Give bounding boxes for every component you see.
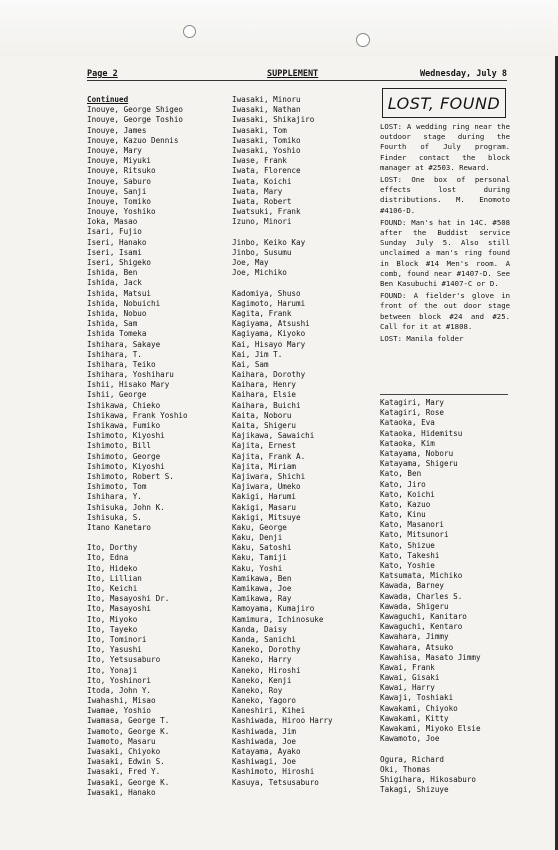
list-item: Inouye, Ritsuko <box>87 166 156 176</box>
list-item: Joe, Michiko <box>232 268 287 278</box>
list-item: Iwamoto, George K. <box>87 726 170 736</box>
list-item: Katagiri, Mary <box>380 398 445 407</box>
list-item: Ito, Tominori <box>87 634 147 644</box>
list-item: Kawahara, Jimmy <box>380 632 449 642</box>
list-item: Kaita, Noboru <box>232 410 292 420</box>
list-item: Kadomiya, Shuso <box>232 288 301 298</box>
list-item: Kato, Ben <box>380 469 422 479</box>
list-item: Kaihara, Elsie <box>232 390 297 400</box>
list-item: Jinbo, Susumu <box>232 247 292 257</box>
list-item: Kaneko, Yagoro <box>232 696 297 706</box>
list-item: Kagiyama, Atsushi <box>232 319 310 329</box>
list-item: Ishimoto, Kiyoshi <box>87 461 165 471</box>
list-item: Ishida Tomeka <box>87 329 147 339</box>
list-item: Ishii, George <box>87 390 147 400</box>
list-item: Iwasaki, Hanako <box>87 787 156 797</box>
list-item: Jinbo, Keiko Kay <box>232 237 306 247</box>
list-item: Iwata, Florence <box>232 166 301 176</box>
list-item: Iseri, Shigeko <box>87 258 152 267</box>
list-item: Iwata, Mary <box>232 186 283 196</box>
list-item: Kamimura, Ichinosuke <box>232 614 324 624</box>
list-item: Ioka, Masao <box>87 217 138 227</box>
list-item: Kajita, Frank A. <box>232 451 306 461</box>
list-item: Kaihara, Dorothy <box>232 370 306 380</box>
list-item: Kashiwada, Hiroo Harry <box>232 716 333 726</box>
list-item: Kataoka, Hidemitsu <box>380 428 463 438</box>
list-item: Iwata, Koichi <box>232 176 292 186</box>
list-item: Kawahisa, Masato Jimmy <box>380 652 481 662</box>
list-item: Kaku, Yoshi <box>232 563 283 573</box>
list-item: Iwamasa, George T. <box>87 716 170 726</box>
list-item: Kanda, Daisy <box>232 624 287 634</box>
list-item: Kaneko, Roy <box>232 685 283 695</box>
lost-found-item: LOST: Manila folder <box>380 334 464 344</box>
issue-date: Wednesday, July 8 <box>420 69 507 79</box>
list-item: Iwasaki, George K. <box>87 777 170 787</box>
list-item: Iwasaki, Fred Y. <box>87 767 161 777</box>
list-item: Kaneko, Dorothy <box>232 645 301 655</box>
list-item: Kakigi, Masaru <box>232 502 297 512</box>
list-item: Ito, Edna <box>87 553 129 563</box>
list-item: Ishimoto, Kiyoshi <box>87 431 165 441</box>
list-item: Inouye, Sanji <box>87 186 147 196</box>
list-item: Iwasaki, Minoru <box>232 95 301 104</box>
list-item: Kataoka, Kim <box>380 438 435 448</box>
list-item: Kajita, Ernest <box>232 441 297 451</box>
list-item <box>380 744 510 754</box>
list-item: Kaita, Shigeru <box>232 421 297 430</box>
lost-found-item: FOUND: Man's hat in 14C. #508 after the Buddist service Sunday July 5. Also still unclaimed a man's ring found in Block #14 Men's room. A comb, found near #1407-D. See Ben Kasubuchi #1407-C or D. <box>380 217 510 289</box>
list-item: Shigihara, Hikosaburo <box>380 774 477 784</box>
list-item: Kaihara, Buichi <box>232 400 301 410</box>
list-item: Ito, Miyoko <box>87 614 138 624</box>
list-item: Oki, Thomas <box>380 764 431 774</box>
list-item: Kai, Sam <box>232 359 269 369</box>
lost-found-item: LOST: One box of personal effects lost during distributions. M. Enomoto #4106-D. <box>380 175 510 215</box>
list-item: Iwamoto, Masaru <box>87 736 156 746</box>
list-item: Itano Kanetaro <box>87 522 152 532</box>
page-top-margin <box>0 0 558 56</box>
list-item: Iwasaki, Shikajiro <box>232 115 315 125</box>
list-item: Kato, Mitsunori <box>380 530 449 540</box>
list-item: Inouye, Tomiko <box>87 196 152 206</box>
list-item: Kawaji, Toshiaki <box>380 693 454 703</box>
list-item: Kato, Masanori <box>380 520 445 530</box>
list-item: Katayama, Shigeru <box>380 459 458 469</box>
list-item: Inouye, Mary <box>87 145 142 155</box>
list-item: Ishida, Sam <box>87 319 138 329</box>
list-item: Takagi, Shizuye <box>380 785 449 795</box>
list-item: Inouye, Yoshiko <box>87 207 156 217</box>
lost-found-item: LOST: A wedding ring near the outdoor stage during the Fourth of July program. Finder contact the block manager at #2503. Reward. <box>380 122 510 172</box>
list-item: Kato, Yoshie <box>380 561 435 570</box>
list-item: Katsumata, Michiko <box>380 571 463 581</box>
list-item: Ishida, Jack <box>87 278 142 288</box>
list-item: Ito, Keichi <box>87 584 138 593</box>
list-item: Iwase, Frank <box>232 156 287 166</box>
name-column-1 <box>87 95 229 798</box>
name-column-2 <box>232 95 376 788</box>
list-item: Kato, Koichi <box>380 489 435 499</box>
section-heading: Continued <box>87 95 129 104</box>
list-item: Kaihara, Henry <box>232 380 297 390</box>
list-item: Ishimoto, Bill <box>87 441 152 451</box>
lost-found-title: LOST, FOUND <box>387 93 501 113</box>
list-item: Kawaguchi, Kentaro <box>380 622 463 632</box>
punch-hole-left <box>183 25 196 38</box>
list-item: Ito, Lillian <box>87 573 142 583</box>
list-item: Iseri, Isami <box>87 247 142 257</box>
list-item: Ishii, Hisako Mary <box>87 380 170 390</box>
list-item: Isari, Fujio <box>87 227 142 237</box>
list-item: Kai, Hisayo Mary <box>232 339 306 349</box>
list-item: Ishihara, Y. <box>87 492 142 502</box>
list-item: Kakigi, Mitsuye <box>232 512 301 522</box>
list-item: Inouye, Kazuo Dennis <box>87 135 179 145</box>
list-item: Kawakami, Kitty <box>380 713 449 723</box>
list-item: Kagita, Frank <box>232 308 292 318</box>
list-item: Kaneko, Harry <box>232 655 292 665</box>
list-item: Ishida, Nobuo <box>87 308 147 318</box>
list-item: Kawada, Charles S. <box>380 591 463 601</box>
list-item: Kamikawa, Ben <box>232 573 292 583</box>
name-column-3 <box>380 398 510 795</box>
list-item: Kato, Shizue <box>380 540 435 550</box>
list-item: Kamikawa, Ray <box>232 594 292 604</box>
list-item: Ishihara, T. <box>87 349 142 359</box>
list-item: Ishimoto, George <box>87 451 161 461</box>
lost-found-notices <box>380 122 510 346</box>
list-item: Ishisuka, S. <box>87 512 142 522</box>
list-item: Kawakami, Miyoko Elsie <box>380 724 481 733</box>
page-number: Page 2 <box>87 69 118 79</box>
list-item: Kaku, Tamiji <box>232 553 287 563</box>
list-item: Kaneko, Hiroshi <box>232 665 301 675</box>
list-item: Kamoyama, Kumajiro <box>232 604 315 614</box>
list-item: Ishimoto, Robert S. <box>87 471 174 481</box>
lost-found-item: FOUND: A fielder's glove in front of the out door stage between block #24 and #25. Call for it at #1808. <box>380 291 510 331</box>
list-item: Ishimoto, Tom <box>87 482 147 492</box>
list-item: Ishihara, Sakaye <box>87 339 161 349</box>
list-item: Iseri, Hanako <box>87 237 147 247</box>
list-item: Ito, Dorthy <box>87 543 138 553</box>
list-item: Kato, Kazuo <box>380 499 431 509</box>
list-item: Inouye, George Shigeo <box>87 105 184 115</box>
list-item: Kaku, George <box>232 522 287 532</box>
list-item: Kawakami, Chiyoko <box>380 703 458 713</box>
list-item: Iwasaki, Edwin S. <box>87 757 165 767</box>
list-item: Kawada, Shigeru <box>380 601 449 611</box>
list-item <box>232 227 376 237</box>
list-item: Kagimoto, Harumi <box>232 298 306 308</box>
list-item: Ishikawa, Fumiko <box>87 421 161 430</box>
list-item: Ishikawa, Frank Yoshio <box>87 410 188 420</box>
list-item: Ito, Yetsusaburo <box>87 655 161 665</box>
list-item: Kawai, Harry <box>380 683 435 693</box>
list-item: Kashiwada, Jim <box>232 726 297 736</box>
list-item: Kaneko, Kenji <box>232 675 292 685</box>
list-item <box>232 278 376 288</box>
list-item <box>87 533 229 543</box>
list-item: Itoda, John Y. <box>87 685 152 695</box>
list-item: Kajita, Miriam <box>232 461 297 471</box>
list-item: Kashimoto, Hiroshi <box>232 767 315 777</box>
list-item: Ito, Yasushi <box>87 645 142 655</box>
list-item: Kashiwada, Joe <box>232 736 297 746</box>
punch-hole-right <box>356 33 370 47</box>
list-item: Ishida, Matsui <box>87 288 152 298</box>
list-item: Ishihara, Yoshiharu <box>87 370 174 380</box>
list-item: Kakigi, Harumi <box>232 492 297 502</box>
list-item: Joe, May <box>232 258 269 267</box>
list-item: Kawai, Frank <box>380 662 435 672</box>
list-item: Kasuya, Tetsusaburo <box>232 777 319 787</box>
list-item: Kato, Takeshi <box>380 550 440 560</box>
page-title: SUPPLEMENT <box>267 69 319 79</box>
list-item: Ishisuka, John K. <box>87 502 165 512</box>
list-item: Kawai, Gisaki <box>380 673 440 683</box>
list-item: Katayama, Noboru <box>380 448 454 458</box>
list-item: Kajikawa, Sawaichi <box>232 431 315 441</box>
list-item: Kanda, Sanichi <box>232 634 297 644</box>
list-item: Iwasaki, Nathan <box>232 105 301 115</box>
list-item: Inouye, George Toshio <box>87 115 184 125</box>
list-item: Ishihara, Teiko <box>87 359 156 369</box>
list-item: Iwamae, Yoshio <box>87 706 152 716</box>
list-item: Iwatsuki, Frank <box>232 207 301 217</box>
list-item: Ito, Yonaji <box>87 665 138 675</box>
list-item: Katagiri, Rose <box>380 408 445 418</box>
list-item: Inouye, Miyuki <box>87 156 152 166</box>
list-item: Katayama, Ayako <box>232 747 301 756</box>
list-item: Kataoka, Eva <box>380 418 435 428</box>
list-item: Kawada, Barney <box>380 581 445 591</box>
list-item: Inouye, James <box>87 125 147 135</box>
list-item: Iwata, Robert <box>232 196 292 206</box>
lost-found-heading-box <box>382 88 506 118</box>
list-item: Iwasaki, Chiyoko <box>87 747 161 756</box>
section-rule <box>380 394 508 395</box>
list-item: Ishikawa, Chieko <box>87 400 161 410</box>
list-item: Iwahashi, Misao <box>87 696 156 706</box>
list-item: Iwasaki, Tomiko <box>232 135 301 145</box>
list-item: Izuno, Minori <box>232 217 292 227</box>
list-item: Ito, Hideko <box>87 563 138 573</box>
list-item: Kaneshiri, Kihei <box>232 706 306 716</box>
list-item: Ishida, Nobuichi <box>87 298 161 308</box>
list-item: Kawamoto, Joe <box>380 734 440 744</box>
header-rule <box>87 80 507 81</box>
list-item: Kawaguchi, Kanitaro <box>380 611 467 621</box>
list-item: Kaku, Satoshi <box>232 543 292 553</box>
list-item: Iwasaki, Yoshio <box>232 145 301 155</box>
list-item: Kajiwara, Shichi <box>232 471 306 481</box>
list-item: Kajiwara, Umeko <box>232 482 301 492</box>
list-item: Kagiyama, Kiyoko <box>232 329 306 339</box>
list-item: Ishida, Ben <box>87 268 138 278</box>
list-item: Ogura, Richard <box>380 754 445 764</box>
list-item: Ito, Yoshinori <box>87 675 152 685</box>
list-item: Ito, Masayoshi <box>87 604 152 614</box>
list-item: Kato, Jiro <box>380 479 426 489</box>
page-header <box>87 68 507 80</box>
list-item: Kai, Jim T. <box>232 349 283 359</box>
list-item: Kaku, Denji <box>232 533 283 543</box>
list-item: Kawahara, Atsuko <box>380 642 454 652</box>
list-item: Iwasaki, Tom <box>232 125 287 135</box>
list-item: Inouye, Saburo <box>87 176 152 186</box>
list-item: Kamikawa, Joe <box>232 584 292 593</box>
list-item: Ito, Tayeko <box>87 624 138 634</box>
list-item: Kashiwagi, Joe <box>232 757 297 767</box>
list-item: Kato, Kinu <box>380 510 426 520</box>
list-item: Ito, Masayoshi Dr. <box>87 594 170 604</box>
